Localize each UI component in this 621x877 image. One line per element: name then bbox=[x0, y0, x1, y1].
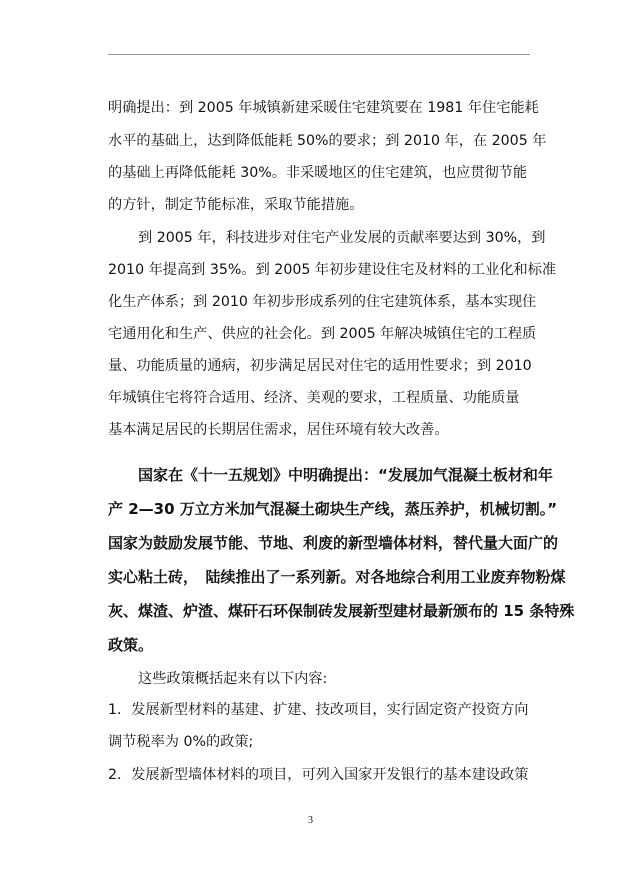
text-line: 调节税率为 0%的政策; bbox=[108, 734, 254, 750]
text-line: 明确提出：到 2005 年城镇新建采暖住宅建筑要在 1981 年住宅能耗 bbox=[108, 100, 539, 116]
text-line: 年城镇住宅将符合适用、经济、美观的要求，工程质量、功能质量 bbox=[108, 390, 520, 406]
text-line: 水平的基础上，达到降低能耗 50%的要求；到 2010 年，在 2005 年 bbox=[108, 133, 547, 149]
text-line: 基本满足居民的长期居住需求，居住环境有较大改善。 bbox=[108, 422, 449, 438]
text-line: 国家为鼓励发展节能、节地、利废的新型墙体材料，替代量大面广的 bbox=[108, 534, 559, 552]
text-line: 灰、煤渣、炉渣、煤矸石环保制砖发展新型建材最新颁布的 15 条特殊 bbox=[108, 602, 575, 620]
list-item-2: 2．发展新型墙体材料的项目，可列入国家开发银行的基本建设政策 bbox=[108, 767, 529, 783]
list-item-1: 1．发展新型材料的基建、扩建、技改项目，实行固定资产投资方向 bbox=[108, 702, 529, 718]
text-line: 政策。 bbox=[108, 636, 154, 654]
text-line: 的基础上再降低能耗 30%。非采暖地区的住宅建筑，也应贯彻节能 bbox=[108, 165, 528, 181]
header-rule bbox=[108, 54, 530, 55]
text-line: 量、功能质量的通病，初步满足居民对住宅的适用性要求；到 2010 bbox=[108, 358, 532, 374]
text-line: 实心粘土砖， 陆续推出了一系列新。对各地综合利用工业废弃物粉煤 bbox=[108, 568, 566, 586]
text-line: 产 2—30 万立方米加气混凝土砌块生产线，蒸压养护，机械切割。” bbox=[108, 500, 558, 518]
text-line: 到 2005 年，科技进步对住宅产业发展的贡献率要达到 30%，到 bbox=[138, 230, 546, 246]
text-line: 这些政策概括起来有以下内容: bbox=[138, 671, 328, 687]
text-line: 国家在《十一五规划》中明确提出：“发展加气混凝土板材和年 bbox=[138, 466, 553, 484]
text-line: 宅通用化和生产、供应的社会化。到 2005 年解决城镇住宅的工程质 bbox=[108, 326, 537, 342]
page-number: 3 bbox=[308, 815, 313, 826]
text-line: 2010 年提高到 35%。到 2005 年初步建设住宅及材料的工业化和标准 bbox=[108, 262, 557, 278]
text-line: 化生产体系；到 2010 年初步形成系列的住宅建筑体系，基本实现住 bbox=[108, 294, 537, 310]
text-line: 的方针，制定节能标准，采取节能措施。 bbox=[108, 197, 364, 213]
